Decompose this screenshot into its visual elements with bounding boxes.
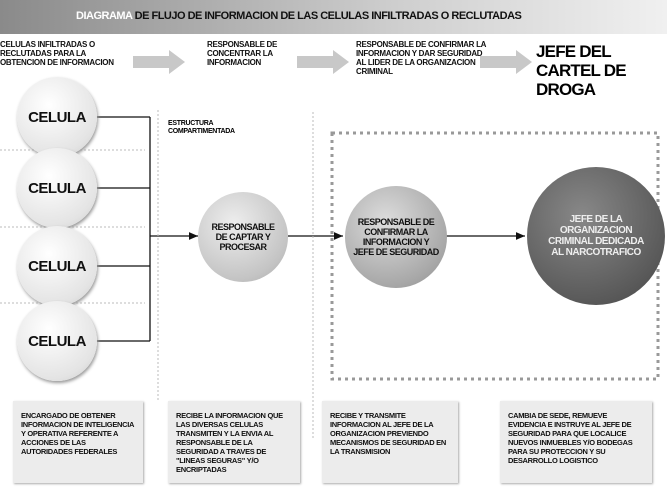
- header-cells: CELULAS INFILTRADAS O RECLUTADAS PARA LA OBTENCION DE INFORMACION: [0, 40, 114, 67]
- title-highlight: DIAGRAMA: [76, 10, 133, 22]
- note-cells: ENCARGADO DE OBTENER INFORMACION DE INTELIGENCIA Y OPERATIVA REFERENTE A ACCIONES DE LAS AUTORIDADES FEDERALES: [13, 401, 143, 483]
- node-jefe: JEFE DE LA ORGANIZACION CRIMINAL DEDICADA AL NARCOTRAFICO: [527, 167, 665, 305]
- cell-node: CELULA: [17, 301, 97, 381]
- note-captar: RECIBE LA INFORMACION QUE LAS DIVERSAS CELULAS TRANSMITEN Y LA ENVIA AL RESPONSABLE DE LA SEGURIDAD A TRAVES DE "LINEAS SEGURAS" Y/O ENCRIPTADAS: [168, 401, 300, 483]
- cell-node: CELULA: [17, 148, 97, 228]
- title-rest: DE FLUJO DE INFORMACION DE LAS CELULAS INFILTRADAS O RECLUTADAS: [132, 10, 522, 22]
- note-confirmar: RECIBE Y TRANSMITE INFORMACION AL JEFE DE LA ORGANIZACION PREVIENDO MECANISMOS DE SEGURIDAD EN LA TRANSMISION: [322, 401, 458, 483]
- header-confirmar: RESPONSABLE DE CONFIRMAR LA INFORMACION Y DAR SEGURIDAD AL LIDER DE LA ORGANIZACION CRIMINAL: [356, 40, 486, 76]
- node-confirmar: RESPONSABLE DE CONFIRMAR LA INFORMACION Y JEFE DE SEGURIDAD: [345, 186, 447, 288]
- node-captar: RESPONSABLE DE CAPTAR Y PROCESAR: [198, 192, 288, 282]
- note-jefe: CAMBIA DE SEDE, REMUEVE EVIDENCIA E INSTRUYE AL JEFE DE SEGURIDAD PARA QUE LOCALICE NUEVOS INMUEBLES Y/O BODEGAS PARA SU PROTECCION Y SU DESARROLLO LOGISTICO: [500, 401, 652, 483]
- cell-node: CELULA: [17, 77, 97, 157]
- header-jefe: JEFE DEL CARTEL DE DROGA: [536, 42, 626, 99]
- header-concentrar: RESPONSABLE DE CONCENTRAR LA INFORMACION: [207, 40, 278, 67]
- structure-label: ESTRUCTURA COMPARTIMENTADA: [168, 120, 235, 135]
- cell-node: CELULA: [17, 226, 97, 306]
